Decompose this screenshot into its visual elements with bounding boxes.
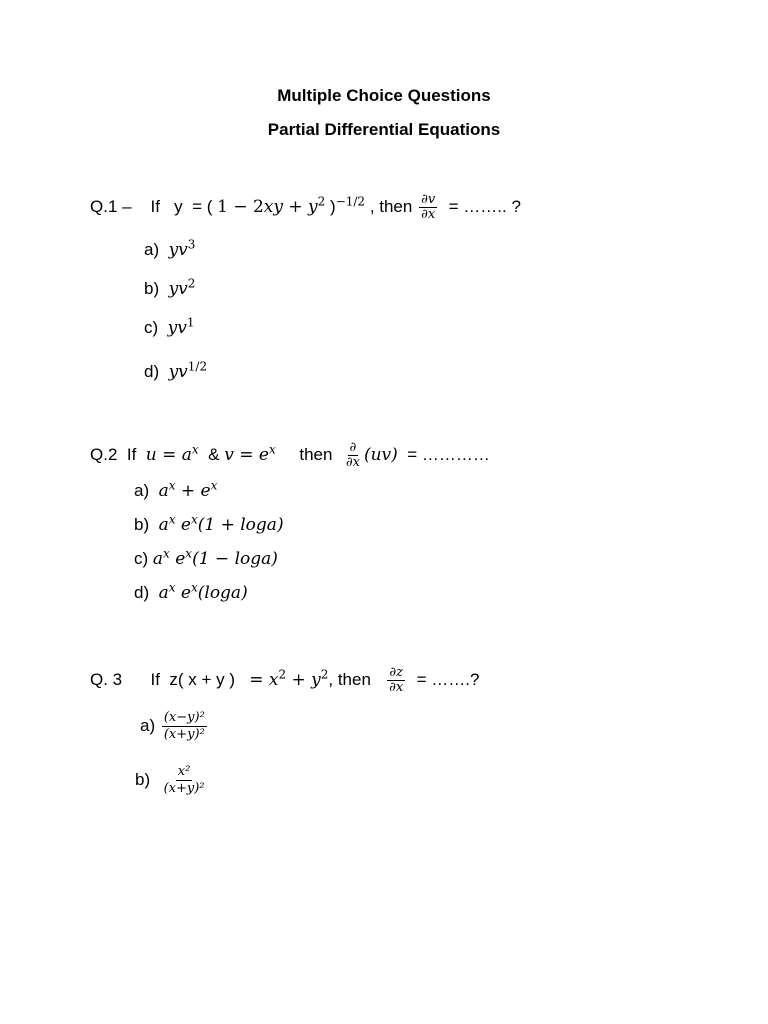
option-label: d) bbox=[144, 362, 160, 381]
question-3-label: Q. 3 bbox=[90, 669, 123, 689]
question-2-v-exponent: 𝑥 bbox=[268, 442, 276, 457]
question-3-option-a bbox=[140, 710, 209, 743]
question-2-ampersand: & bbox=[208, 444, 220, 464]
option-fraction bbox=[162, 764, 207, 797]
question-2-v: 𝑣 = 𝑒 bbox=[224, 444, 269, 465]
question-1-option-a bbox=[144, 237, 196, 260]
question-2-label: Q.2 bbox=[90, 444, 118, 464]
question-1-tail: = …….. ? bbox=[448, 196, 521, 216]
question-3-power-1: 2 bbox=[278, 667, 287, 682]
question-3-plus: + 𝑦 bbox=[286, 669, 321, 690]
question-3-derivative-numerator: ∂z bbox=[389, 665, 403, 680]
option-exponent: 3 bbox=[187, 237, 196, 252]
option-base: 𝑎 bbox=[152, 549, 164, 569]
question-2-option-a bbox=[134, 478, 218, 501]
option-label: c) bbox=[144, 318, 159, 337]
option-fraction-numerator: 𝑥² bbox=[177, 764, 191, 779]
question-1-exponent: −1/2 bbox=[335, 194, 366, 209]
option-exponent: 1/2 bbox=[187, 359, 208, 374]
question-3-then: , then bbox=[328, 669, 371, 689]
question-2-option-c bbox=[134, 546, 278, 569]
question-2-option-d bbox=[134, 580, 248, 603]
question-1-equals: = ( bbox=[192, 196, 213, 216]
option-exponent: 𝑥 bbox=[168, 512, 176, 527]
question-1-option-b bbox=[144, 276, 196, 299]
option-expression: 𝑦𝑣 bbox=[168, 279, 188, 299]
page-title: Multiple Choice Questions bbox=[277, 86, 491, 105]
option-rest: (1 + 𝑙𝑜𝑔𝑎) bbox=[197, 515, 284, 535]
option-middle: + 𝑒 bbox=[175, 481, 211, 501]
question-1-derivative-denominator: ∂𝑥 bbox=[421, 207, 436, 222]
question-2-u: 𝑢 = 𝑎 bbox=[145, 444, 192, 465]
option-middle: 𝑒 bbox=[175, 583, 191, 603]
question-3-option-b bbox=[135, 764, 209, 797]
question-1-then: , then bbox=[369, 196, 413, 216]
option-base: 𝑎 bbox=[158, 515, 169, 535]
question-3-derivative-denominator: ∂𝑥 bbox=[389, 680, 404, 695]
option-exponent-2: 𝑥 bbox=[190, 512, 198, 527]
question-2-derivative bbox=[344, 441, 362, 470]
option-label: b) bbox=[144, 279, 160, 298]
page-subtitle: Partial Differential Equations bbox=[267, 120, 501, 139]
option-rest: (𝑙𝑜𝑔𝑎) bbox=[197, 583, 248, 603]
option-label: a) bbox=[144, 240, 160, 259]
option-rest: (1 − 𝑙𝑜𝑔𝑎) bbox=[192, 549, 278, 569]
option-exponent: 1 bbox=[186, 315, 195, 330]
question-2-uv: (𝑢𝑣) bbox=[363, 444, 398, 465]
option-exponent-2: 𝑥 bbox=[190, 580, 198, 595]
option-label: b) bbox=[134, 515, 150, 534]
question-3 bbox=[90, 666, 479, 695]
question-1-y: y bbox=[174, 196, 183, 216]
question-1-expression: 1 − 2𝑥𝑦 + 𝑦 bbox=[217, 196, 318, 217]
option-expression: 𝑦𝑣 bbox=[168, 240, 188, 260]
option-expression: 𝑦𝑣 bbox=[167, 318, 187, 338]
option-exponent: 𝑥 bbox=[168, 580, 176, 595]
question-1-option-d bbox=[144, 359, 208, 382]
option-exponent: 2 bbox=[187, 276, 196, 291]
question-1-if: If bbox=[150, 196, 160, 216]
option-exponent: 𝑥 bbox=[163, 546, 170, 561]
question-3-equals: = 𝑥 bbox=[249, 669, 279, 690]
option-middle: 𝑒 bbox=[169, 549, 186, 569]
option-base: 𝑎 bbox=[158, 583, 169, 603]
question-1-label: Q.1 – bbox=[90, 196, 132, 216]
question-2-option-b bbox=[134, 512, 284, 535]
option-fraction bbox=[162, 710, 207, 743]
option-label: c) bbox=[134, 549, 149, 568]
question-2 bbox=[90, 441, 490, 470]
option-exponent-2: 𝑥 bbox=[185, 546, 193, 561]
option-label: a) bbox=[134, 481, 150, 500]
question-3-power-2: 2 bbox=[320, 667, 329, 682]
question-1-square: 2 bbox=[317, 194, 326, 209]
question-3-tail: = …….? bbox=[416, 669, 480, 689]
option-exponent: 𝑥 bbox=[168, 478, 176, 493]
question-1-close-paren: ) bbox=[330, 196, 336, 216]
option-fraction-denominator: (𝑥+𝑦)² bbox=[163, 781, 205, 796]
question-2-then: then bbox=[299, 444, 333, 464]
option-fraction-numerator: (𝑥−𝑦)² bbox=[163, 710, 205, 725]
question-1 bbox=[90, 193, 521, 222]
question-2-derivative-denominator: ∂𝑥 bbox=[345, 455, 360, 470]
question-2-tail: = ………… bbox=[407, 444, 490, 464]
question-1-derivative-numerator: ∂𝑣 bbox=[421, 192, 436, 207]
question-3-if: If bbox=[150, 669, 160, 689]
question-3-derivative bbox=[387, 666, 405, 695]
question-3-lhs: z( x + y ) bbox=[169, 669, 236, 689]
option-expression: 𝑦𝑣 bbox=[168, 362, 188, 382]
question-2-u-exponent: 𝑥 bbox=[191, 442, 199, 457]
option-base: 𝑎 bbox=[158, 481, 169, 501]
option-label: a) bbox=[140, 715, 156, 735]
option-middle: 𝑒 bbox=[175, 515, 191, 535]
question-1-derivative bbox=[419, 193, 437, 222]
question-2-if: If bbox=[126, 444, 137, 464]
question-2-derivative-numerator: ∂ bbox=[349, 440, 357, 455]
option-exponent-2: 𝑥 bbox=[210, 478, 218, 493]
option-label: b) bbox=[135, 769, 151, 789]
option-fraction-denominator: (𝑥+𝑦)² bbox=[163, 727, 205, 742]
option-label: d) bbox=[134, 583, 150, 602]
question-1-option-c bbox=[144, 315, 195, 338]
